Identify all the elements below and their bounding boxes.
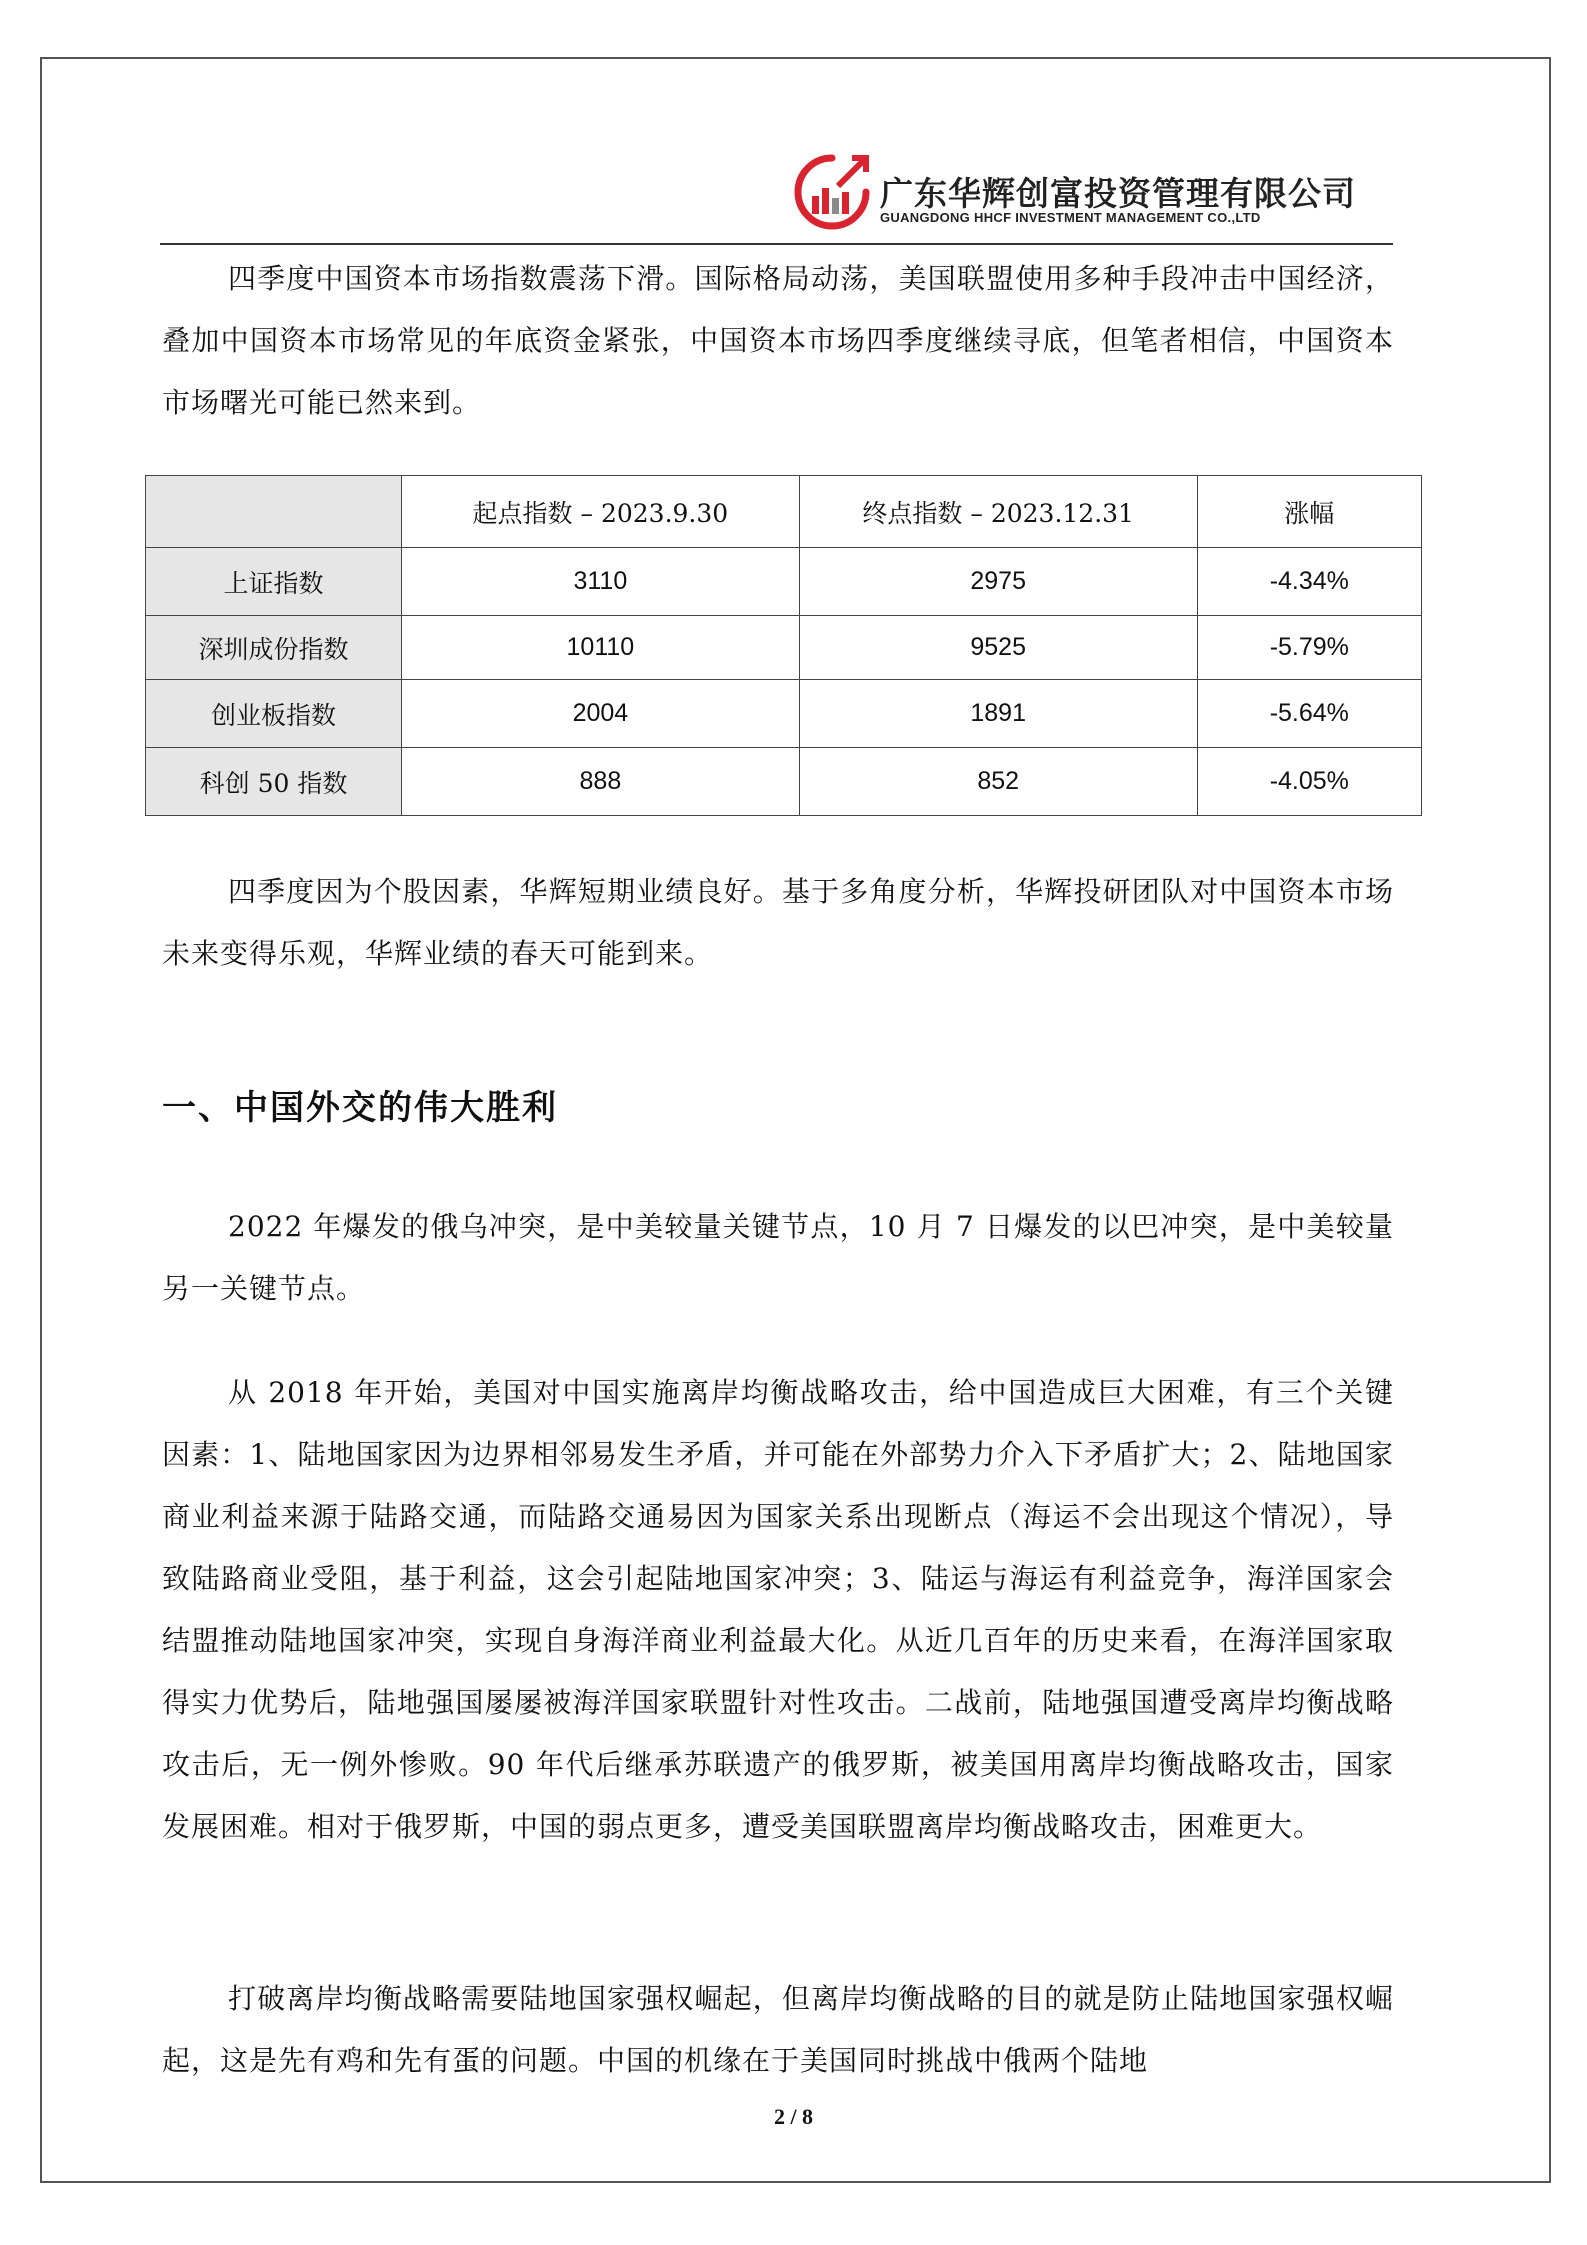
index-name: 深圳成份指数 [146, 616, 402, 680]
start-value: 10110 [401, 616, 799, 680]
change-value: -5.79% [1197, 616, 1421, 680]
section-paragraph: 从 2018 年开始，美国对中国实施离岸均衡战略攻击，给中国造成巨大困难，有三个关键因素：1、陆地国家因为边界相邻易发生矛盾，并可能在外部势力介入下矛盾扩大；2、陆地国家商业利益来源于陆路交通，而陆路交通易因为国家关系出现断点（海运不会出现这个情况），导致陆路商业受阻，基于利益，这会引起陆地国家冲突；3、陆运与海运有利益竞争，海洋国家会结盟推动陆地国家冲突，实现自身海洋商业利益最大化。从近几百年的历史来看，在海洋国家取得实力优势后，陆地强国屡屡被海洋国家联盟针对性攻击。二战前，陆地强国遭受离岸均衡战略攻击后，无一例外惨败。90 年代后继承苏联遗产的俄罗斯，被美国用离岸均衡战略攻击，国家发展困难。相对于俄罗斯，中国的弱点更多，遭受美国联盟离岸均衡战略攻击，困难更大。 [162, 1376, 1394, 1843]
table-header-row [146, 476, 1422, 548]
table-header-cell: 起点指数 – 2023.9.30 [401, 476, 799, 548]
end-value: 1891 [799, 680, 1197, 748]
company-logo-mark-icon [792, 152, 872, 232]
index-name: 科创 50 指数 [146, 748, 402, 816]
company-logo [792, 150, 1362, 240]
index-name: 创业板指数 [146, 680, 402, 748]
change-value: -5.64% [1197, 680, 1421, 748]
start-value: 2004 [401, 680, 799, 748]
section-paragraph: 2022 年爆发的俄乌冲突，是中美较量关键节点，10 月 7 日爆发的以巴冲突，是中美较量另一关键节点。 [162, 1210, 1394, 1305]
company-name-en: GUANGDONG HHCF INVESTMENT MANAGEMENT CO.,LTD [880, 210, 1261, 225]
page-number: 2 / 8 [773, 2104, 814, 2129]
table-row [146, 680, 1422, 748]
table-row [146, 548, 1422, 616]
end-value: 2975 [799, 548, 1197, 616]
change-value: -4.34% [1197, 548, 1421, 616]
start-value: 3110 [401, 548, 799, 616]
section-paragraph: 打破离岸均衡战略需要陆地国家强权崛起，但离岸均衡战略的目的就是防止陆地国家强权崛起，这是先有鸡和先有蛋的问题。中国的机缘在于美国同时挑战中俄两个陆地 [162, 1982, 1394, 2077]
intro-paragraph: 四季度中国资本市场指数震荡下滑。国际格局动荡，美国联盟使用多种手段冲击中国经济，叠加中国资本市场常见的年底资金紧张，中国资本市场四季度继续寻底，但笔者相信，中国资本市场曙光可能已然来到。 [162, 262, 1394, 419]
index-name: 上证指数 [146, 548, 402, 616]
company-name-cn: 广东华辉创富投资管理有限公司 [880, 174, 1356, 213]
table-row [146, 616, 1422, 680]
index-table [145, 475, 1422, 816]
section-heading: 一、中国外交的伟大胜利 [162, 1088, 558, 1128]
end-value: 9525 [799, 616, 1197, 680]
start-value: 888 [401, 748, 799, 816]
table-header-cell [146, 476, 402, 548]
after-table-paragraph: 四季度因为个股因素，华辉短期业绩良好。基于多角度分析，华辉投研团队对中国资本市场未来变得乐观，华辉业绩的春天可能到来。 [162, 875, 1394, 970]
table-row [146, 748, 1422, 816]
change-value: -4.05% [1197, 748, 1421, 816]
table-header-cell: 涨幅 [1197, 476, 1421, 548]
table-header-cell: 终点指数 – 2023.12.31 [799, 476, 1197, 548]
end-value: 852 [799, 748, 1197, 816]
header-divider [160, 243, 1393, 245]
